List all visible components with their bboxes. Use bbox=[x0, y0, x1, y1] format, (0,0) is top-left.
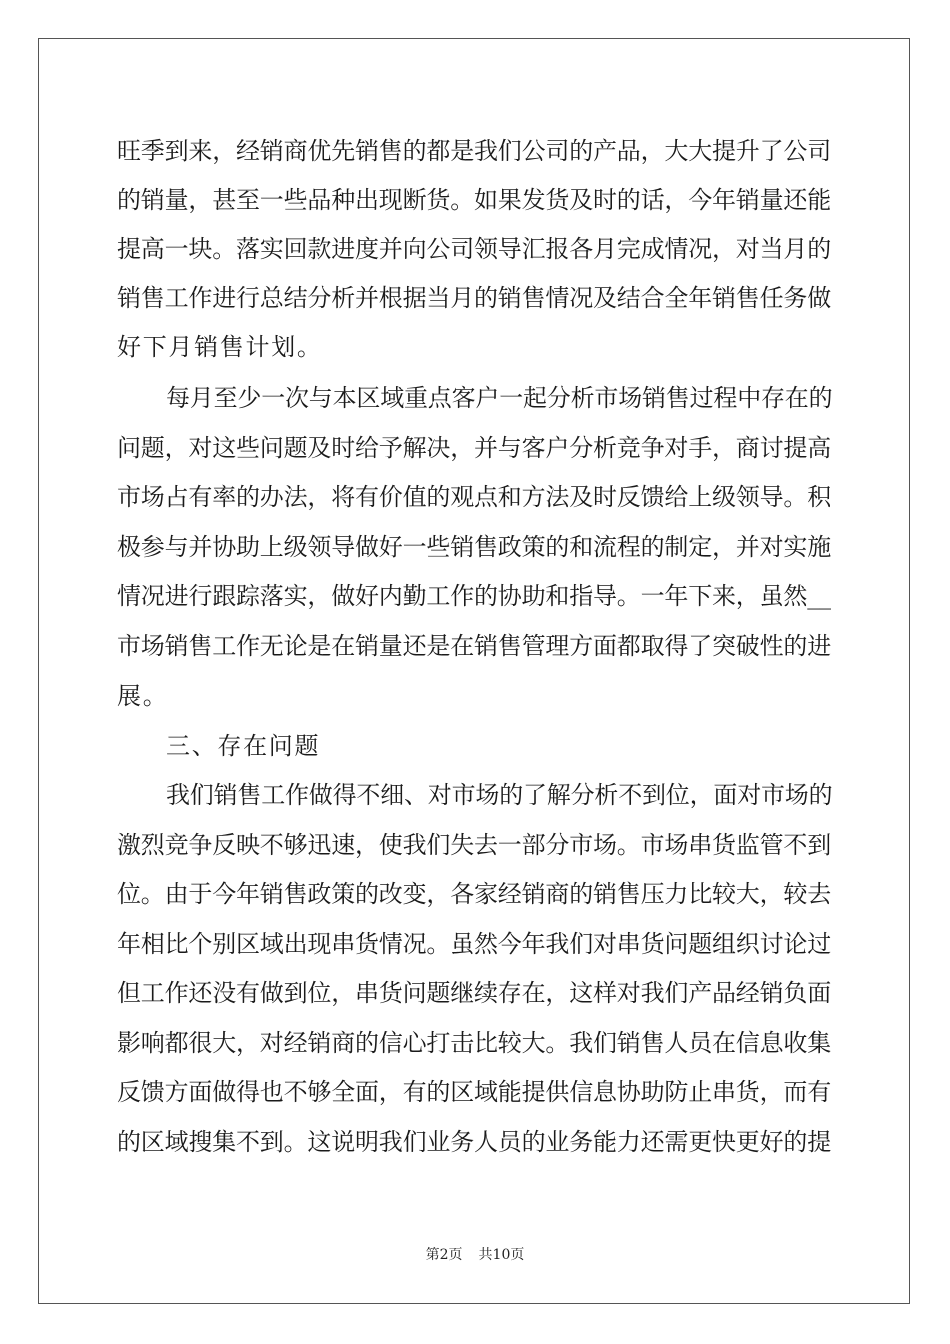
text-line: 情况进行跟踪落实，做好内勤工作的协助和指导。一年下来，虽然__ bbox=[117, 582, 831, 610]
text-line: 的销量，甚至一些品种出现断货。如果发货及时的话，今年销量还能 bbox=[117, 186, 831, 214]
text-line: 但工作还没有做到位，串货问题继续存在，这样对我们产品经销负面 bbox=[117, 979, 831, 1007]
text-line: 影响都很大，对经销商的信心打击比较大。我们销售人员在信息收集 bbox=[117, 1029, 831, 1057]
text-line: 极参与并协助上级领导做好一些销售政策的和流程的制定，并对实施 bbox=[117, 533, 831, 561]
text-line: 反馈方面做得也不够全面，有的区域能提供信息协助防止串货，而有 bbox=[117, 1078, 831, 1106]
section-heading: 三、存在问题 bbox=[166, 732, 321, 760]
text-line: 每月至少一次与本区域重点客户一起分析市场销售过程中存在的 bbox=[166, 384, 833, 412]
text-line: 市场销售工作无论是在销量还是在销售管理方面都取得了突破性的进 bbox=[117, 632, 831, 660]
text-line: 激烈竞争反映不够迅速，使我们失去一部分市场。市场串货监管不到 bbox=[117, 831, 831, 859]
text-line: 的区域搜集不到。这说明我们业务人员的业务能力还需更快更好的提 bbox=[117, 1128, 831, 1156]
text-line: 年相比个别区域出现串货情况。虽然今年我们对串货问题组织讨论过 bbox=[117, 930, 831, 958]
page-footer bbox=[0, 1246, 950, 1264]
page-number: 第2页 bbox=[425, 1247, 463, 1263]
page-border bbox=[38, 38, 910, 1304]
text-line: 展。 bbox=[117, 682, 169, 710]
text-line: 提高一块。落实回款进度并向公司领导汇报各月完成情况，对当月的 bbox=[117, 235, 831, 263]
text-line: 位。由于今年销售政策的改变，各家经销商的销售压力比较大，较去 bbox=[117, 880, 831, 908]
text-line: 销售工作进行总结分析并根据当月的销售情况及结合全年销售任务做 bbox=[117, 284, 831, 312]
text-line: 市场占有率的办法，将有价值的观点和方法及时反馈给上级领导。积 bbox=[117, 483, 831, 511]
page-total: 共10页 bbox=[478, 1247, 525, 1263]
text-line: 好下月销售计划。 bbox=[117, 333, 323, 361]
text-line: 旺季到来，经销商优先销售的都是我们公司的产品，大大提升了公司 bbox=[117, 137, 831, 165]
text-line: 我们销售工作做得不细、对市场的了解分析不到位，面对市场的 bbox=[166, 781, 833, 809]
text-line: 问题，对这些问题及时给予解决，并与客户分析竞争对手，商讨提高 bbox=[117, 434, 831, 462]
